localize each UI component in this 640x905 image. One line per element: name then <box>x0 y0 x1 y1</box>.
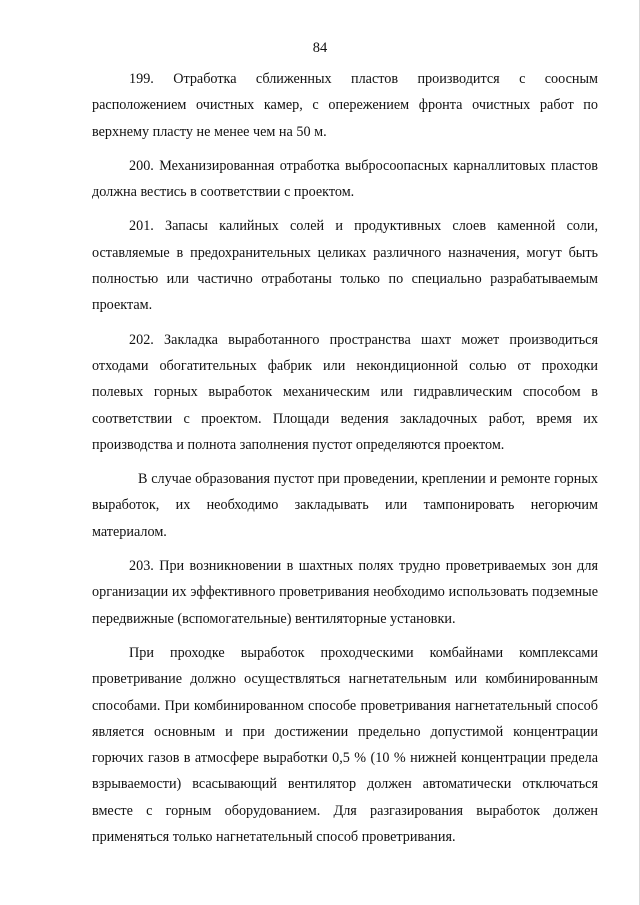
paragraph-203: 203. При возникновении в шахтных полях трудно проветриваемых зон для организации их эффективного проветривания необходимо использовать подземные передвижные (вспомогательные) вентиляторные установки. <box>92 558 598 627</box>
page-number: 84 <box>312 40 328 56</box>
paragraph-202-voids: В случае образования пустот при проведении, креплении и ремонте горных выработок, их необходимо закладывать или тампонировать негорючим материалом. <box>92 471 598 540</box>
paragraph-202: 202. Закладка выработанного пространства шахт может производиться отходами обогатительных фабрик или некондиционной солью от проходки полевых горных выработок механическим или гидравлическим способом в соответствии с проектом. Площади ведения закладочных работ, время их производства и полнота заполнения пустот определяются проектом. <box>92 331 598 453</box>
paragraph-201: 201. Запасы калийных солей и продуктивных слоев каменной соли, оставляемые в предохранительных целиках различного назначения, могут быть полностью или частично отработаны только по специально разрабатываемым проектам. <box>92 218 598 314</box>
paragraph-200: 200. Механизированная отработка выбросоопасных карналлитовых пластов должна вестись в соответствии с проектом. <box>92 157 598 201</box>
paragraph-199: 199. Отработка сближенных пластов производится с соосным расположением очистных камер, с опережением фронта очистных работ по верхнему пласту не менее чем на 50 м. <box>92 71 598 140</box>
document-body <box>92 66 598 858</box>
paragraph-203-ventilation: При проходке выработок проходческими комбайнами комплексами проветривание должно осуществляться нагнетательным или комбинированным способами. При комбинированном способе проветривания нагнетательный способ является основным и при достижении предельно допустимой концентрации горючих газов в атмосфере выработки 0,5 % (10 % нижней концентрации предела взрываемости) всасывающий вентилятор должен автоматически отключаться вместе с горным оборудованием. Для разгазирования выработок должен применяться только нагнетательный способ проветривания. <box>92 644 598 846</box>
